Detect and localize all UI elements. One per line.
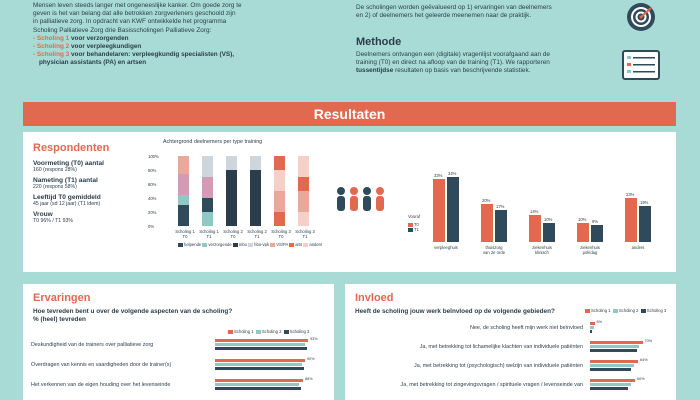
methode-title: Methode (356, 36, 402, 48)
legend-swatch (233, 243, 238, 247)
row-label: Deskundigheid van de trainers over palliatieve zorg (31, 342, 154, 348)
bar-scholing-3 (215, 387, 301, 390)
row-label: Overdragen van kennis en vaardigheden door de trainer(s) (31, 362, 172, 368)
werk-value-t0: 20% (482, 198, 491, 203)
stack-segment (178, 205, 189, 226)
ervaringen-question-unit: % (heel) tevreden (33, 316, 86, 323)
bar-scholing-1 (215, 359, 305, 362)
legend-swatch (303, 243, 308, 247)
werk-chart (423, 152, 673, 270)
werk-legend: T0 T1 (408, 222, 419, 232)
werk-category: thuiszorg van 2e orde (482, 245, 506, 255)
stat-label: Voormeting (T0) aantal (33, 160, 104, 167)
respondenten-title: Respondenten (33, 142, 110, 154)
row-label: Het verkennen van de eigen houding over het levenseinde (31, 382, 171, 388)
stack-segment (250, 219, 261, 226)
bar-scholing-1 (590, 341, 643, 344)
stack-segment (202, 198, 213, 212)
werk-category: anders (631, 245, 645, 250)
ervaringen-panel (23, 284, 334, 400)
legend-swatch (289, 243, 294, 247)
ervaringen-legend: Scholing 1 Scholing 2 Scholing 3 (228, 329, 309, 334)
stat-label: Vrouw (33, 211, 53, 218)
bar-scholing-2 (590, 383, 631, 386)
row-value: 6% (596, 320, 602, 324)
achtergrond-legend (178, 242, 328, 247)
evaluation-text: De scholingen worden geëvalueerd op 1) ervaringen van deelnemers en 2) of deelnemers het geleerde meenemen naar de praktijk. (356, 4, 552, 20)
row-value: 90% (307, 357, 315, 361)
achtergrond-chart (148, 148, 328, 268)
werk-bar-t1 (447, 177, 459, 242)
werk-bar-t1 (591, 225, 603, 242)
bar-scholing-1 (590, 322, 595, 325)
ervaringen-question: Hoe tevreden bent u over de volgende aspecten van de scholing? (33, 308, 233, 315)
results-banner: Resultaten (23, 102, 676, 126)
stat-value: 45 jaar (sd 12 jaar) (T1 idem) (33, 201, 101, 207)
stat-value: 220 (respons 58%) (33, 184, 77, 190)
y-tick-label: 40% (148, 196, 157, 201)
target-icon (627, 3, 655, 31)
bar-scholing-2 (590, 345, 639, 348)
bar-scholing-1 (590, 360, 638, 363)
bar-scholing-1 (215, 339, 308, 342)
legend-label: arts (295, 242, 304, 247)
legend-label: anders (309, 242, 323, 247)
legend-label: hbo-vpk (254, 242, 271, 247)
stat-value: 160 (respons 28%) (33, 167, 77, 173)
bar-scholing-3 (590, 368, 631, 371)
row-value: 64% (640, 358, 648, 362)
stack-segment (298, 191, 309, 212)
y-tick-label: 60% (148, 182, 157, 187)
werk-value-t1: 34% (448, 171, 457, 177)
stack-segment (202, 156, 213, 177)
bar-scholing-1 (590, 379, 635, 382)
stack-segment (274, 212, 285, 226)
row-value: 70% (644, 339, 653, 343)
group-label: Scholing 2 T0 (223, 229, 243, 239)
stat-value: T0 96% / T1 93% (33, 218, 73, 224)
stack-segment (250, 170, 261, 219)
stack-segment (178, 174, 189, 195)
people-icon (333, 185, 393, 215)
invloed-legend: Scholing 1 Scholing 2 Scholing 3 (585, 308, 666, 313)
group-label: Scholing 3 T1 (295, 229, 315, 239)
ervaringen-title: Ervaringen (33, 292, 91, 304)
legend-label: VS/PA (276, 242, 290, 247)
bar-scholing-3 (215, 347, 307, 350)
row-value: 60% (637, 377, 645, 381)
row-value: 93% (310, 337, 318, 341)
stat-label: Nameting (T1) aantal (33, 177, 98, 184)
stack-segment (202, 212, 213, 226)
group-label: Scholing 1 T1 (199, 229, 219, 239)
werk-bar-t0 (481, 204, 493, 242)
bar-scholing-3 (215, 367, 304, 370)
group-label: Scholing 3 T0 (271, 229, 291, 239)
stack-segment (226, 156, 237, 170)
row-value: 88% (305, 377, 313, 381)
werk-category: verpleeghuis (434, 245, 458, 250)
legend-swatch (270, 243, 275, 247)
y-tick-label: 20% (148, 210, 157, 215)
werk-value-t0: 23% (626, 192, 635, 198)
werk-value-t0: 33% (434, 173, 443, 179)
werk-value-t1: 17% (496, 203, 505, 209)
legend-label: verzorgende (208, 242, 233, 247)
legend-swatch (178, 243, 183, 247)
werk-bar-t1 (495, 210, 507, 242)
werk-value-t0: 10% (578, 217, 587, 222)
invloed-title: Invloed (355, 292, 394, 304)
invloed-panel (345, 284, 676, 400)
legend-label: mbo (238, 242, 249, 247)
werk-bar-t1 (543, 223, 555, 242)
stack-segment (274, 191, 285, 212)
y-tick-label: 100% (148, 154, 159, 159)
bar-scholing-2 (215, 343, 305, 346)
group-label: Scholing 1 T0 (175, 229, 195, 239)
stack-segment (178, 156, 189, 174)
results-panel (23, 132, 676, 272)
y-tick-label: 80% (148, 168, 157, 173)
legend-label: helpende (184, 242, 203, 247)
stat-label: Leeftijd T0 gemiddeld (33, 194, 101, 201)
row-label: Nee, de scholing heeft mijn werk niet beïnvloed (470, 325, 583, 331)
werk-bar-t0 (625, 198, 637, 242)
werk-value-t0: 14% (530, 209, 539, 215)
stack-segment (298, 212, 309, 226)
legend-swatch (202, 243, 207, 247)
werk-bar-t0 (433, 179, 445, 242)
werk-bar-t0 (577, 223, 589, 242)
bar-scholing-2 (590, 326, 594, 329)
bar-scholing-3 (590, 387, 628, 390)
invloed-rows (345, 322, 676, 400)
row-label: Ja, met betrekking tot lichamelijke klachten van individuele patiënten (419, 344, 583, 350)
werk-value-t1: 19% (640, 199, 649, 205)
respondent-stats (33, 160, 158, 224)
y-tick-label: 0% (148, 224, 155, 229)
legend-swatch (248, 243, 253, 247)
document-icon (622, 50, 660, 80)
werk-category: ziekenhuis poli/dag (580, 245, 600, 255)
stack-segment (298, 156, 309, 177)
werk-bar-t0 (529, 215, 541, 242)
stack-segment (202, 177, 213, 198)
stack-segment (274, 156, 285, 170)
werk-category: ziekenhuis klinisch (532, 245, 552, 255)
row-label: Ja, met betrekking tot zingevingsvragen / spirituele vragen / levenseinde van (400, 382, 583, 388)
row-label: Ja, met betrekking tot (psychologisch) welzijn van individuele patiënten (414, 363, 583, 369)
werk-value-t1: 10% (544, 217, 553, 222)
stack-segment (274, 170, 285, 191)
ervaringen-rows (23, 339, 334, 400)
bar-scholing-2 (215, 383, 299, 386)
werk-bar-t1 (639, 206, 651, 242)
achtergrond-title: Achtergrond deelnemers per type training (163, 139, 263, 145)
werk-value-t1: 9% (592, 218, 599, 224)
bar-scholing-3 (590, 349, 637, 352)
group-label: Scholing 2 T1 (247, 229, 267, 239)
bar-scholing-2 (590, 364, 634, 367)
werk-legend-title: Vooraf (408, 214, 421, 219)
stack-segment (250, 156, 261, 170)
stack-segment (298, 177, 309, 191)
bar-scholing-2 (215, 363, 302, 366)
stack-segment (178, 195, 189, 206)
bar-scholing-1 (215, 379, 303, 382)
stack-segment (226, 170, 237, 226)
intro-text: Mensen leven steeds langer met ongeneeslijke kanker. Om goede zorg te geven is het van belang dat alle betrokken zorgverleners geschoold zijn in palliatieve zorg. In opdracht van KWF ontwikkelde het programma Scholing Palliatieve Zorg drie Basisscholingen Palliatieve Zorg: - Scholing 1 voor verzorgenden - Scholing 2 voor verpleegkundigen - Scholing 3 voor behandelaren: verpleegkundig specialisten (VS), physician assistants (PA) en artsen (33, 2, 242, 67)
invloed-question: Heeft de scholing jouw werk beïnvloed op de volgende gebieden? (355, 308, 555, 315)
bar-scholing-3 (590, 330, 592, 333)
methode-text: Deelnemers ontvangen een (digitale) vragenlijst voorafgaand aan de training (T0) en direct na afloop van de training (T1). We rapporteren tussentijdse resultaten op basis van beschrijvende statistiek. (356, 51, 550, 75)
